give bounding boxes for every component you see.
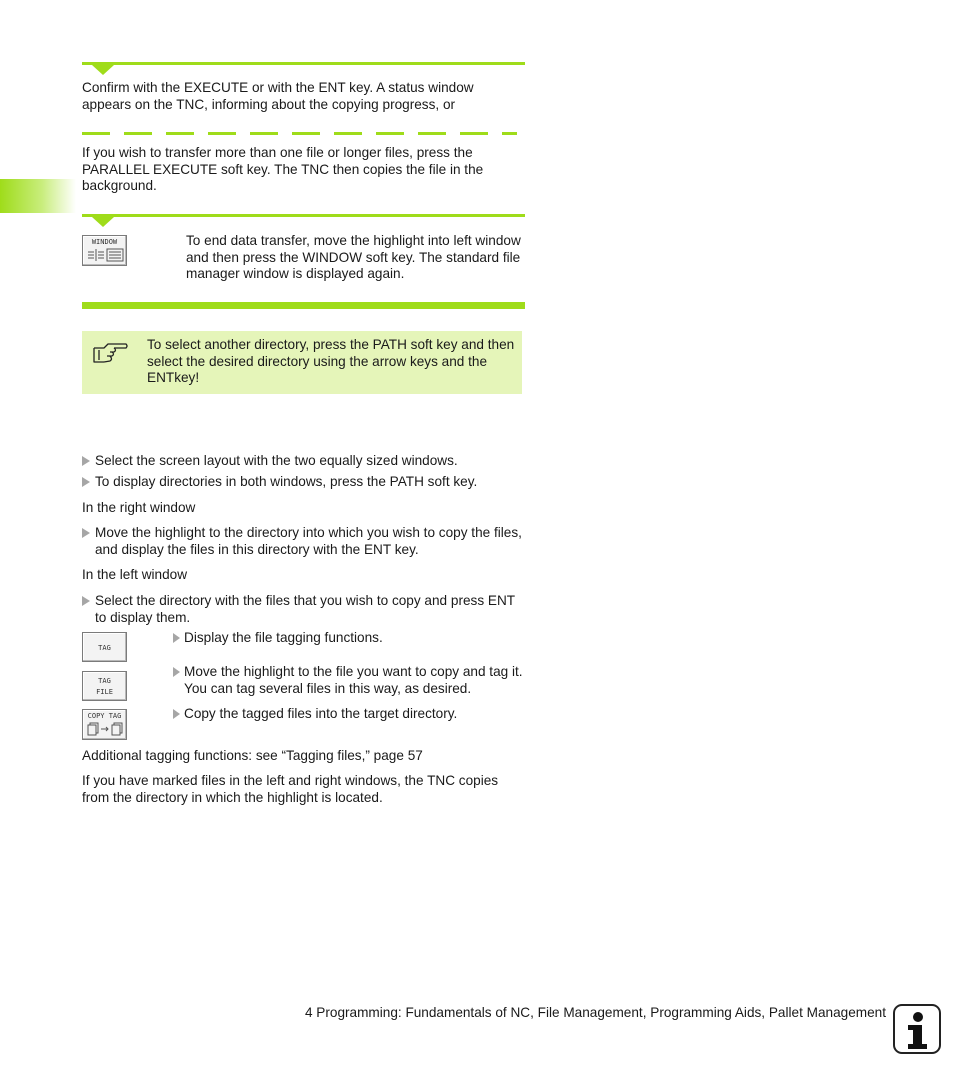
label-right-window: In the right window (82, 500, 196, 515)
window-softkey-label: WINDOW (91, 238, 118, 246)
step-move-highlight: Move the highlight to the directory into which you wish to copy the files, and display the files in this directory with the ENT key. (82, 525, 524, 558)
tag-file-softkey-label-1: TAG (98, 677, 111, 685)
tag-file-softkey[interactable] (82, 671, 127, 701)
copy-tag-softkey-label: COPY TAG (87, 712, 122, 720)
bullet-arrow-icon (82, 477, 90, 487)
paragraph-end-transfer: To end data transfer, move the highlight into left window and then press the WINDOW soft key. The standard file manager window is displayed again. (186, 233, 521, 281)
step-select-directory: Select the directory with the files that you wish to copy and press ENT to display them. (82, 593, 524, 626)
copy-files-icon (85, 720, 125, 736)
window-softkey[interactable] (82, 235, 127, 266)
tag-file-softkey-label-2: FILE (96, 688, 113, 696)
paragraph-parallel: If you wish to transfer more than one file or longer files, press the PARALLEL EXECUTE soft key. The TNC then copies the file in the background. (82, 145, 484, 193)
step-select-layout: Select the screen layout with the two equally sized windows. (82, 453, 524, 470)
divider-middle (82, 214, 525, 217)
divider-section-end (82, 302, 525, 309)
divider-top-marker (92, 65, 114, 75)
bullet-arrow-icon (173, 633, 180, 643)
label-left-window: In the left window (82, 567, 188, 582)
step-press-path: To display directories in both windows, press the PATH soft key. (82, 474, 524, 491)
note-text: To select another directory, press the PATH soft key and then select the desired directory using the arrow keys and the ENTkey! (147, 337, 515, 385)
divider-top (82, 62, 525, 65)
window-layout-icon (85, 247, 125, 263)
bullet-arrow-icon (82, 596, 90, 606)
step-tag-file: Move the highlight to the file you want to copy and tag it. You can tag several files in this way, as desired. (173, 664, 525, 697)
step-tag-functions: Display the file tagging functions. (173, 630, 525, 647)
paragraph-confirm: Confirm with the EXECUTE or with the ENT key. A status window appears on the TNC, informing about the copying progress, or (82, 80, 474, 112)
note-box (82, 331, 522, 394)
paragraph-additional: Additional tagging functions: see “Tagging files,” page 57 (82, 748, 423, 763)
step-copy-tagged: Copy the tagged files into the target directory. (173, 706, 525, 723)
paragraph-marked: If you have marked files in the left and right windows, the TNC copies from the directory in which the highlight is located. (82, 773, 499, 805)
info-icon (893, 1004, 941, 1054)
copy-tag-softkey[interactable] (82, 709, 127, 740)
bullet-arrow-icon (82, 528, 90, 538)
tag-softkey[interactable] (82, 632, 127, 662)
tag-softkey-label: TAG (98, 644, 111, 652)
chapter-tab-marker (0, 179, 76, 213)
divider-middle-marker (92, 217, 114, 227)
bullet-arrow-icon (173, 667, 180, 677)
bullet-arrow-icon (82, 456, 90, 466)
pointing-hand-icon (92, 340, 130, 366)
bullet-arrow-icon (173, 709, 180, 719)
footer-chapter: 4 Programming: Fundamentals of NC, File Management, Programming Aids, Pallet Management (304, 1005, 886, 1020)
